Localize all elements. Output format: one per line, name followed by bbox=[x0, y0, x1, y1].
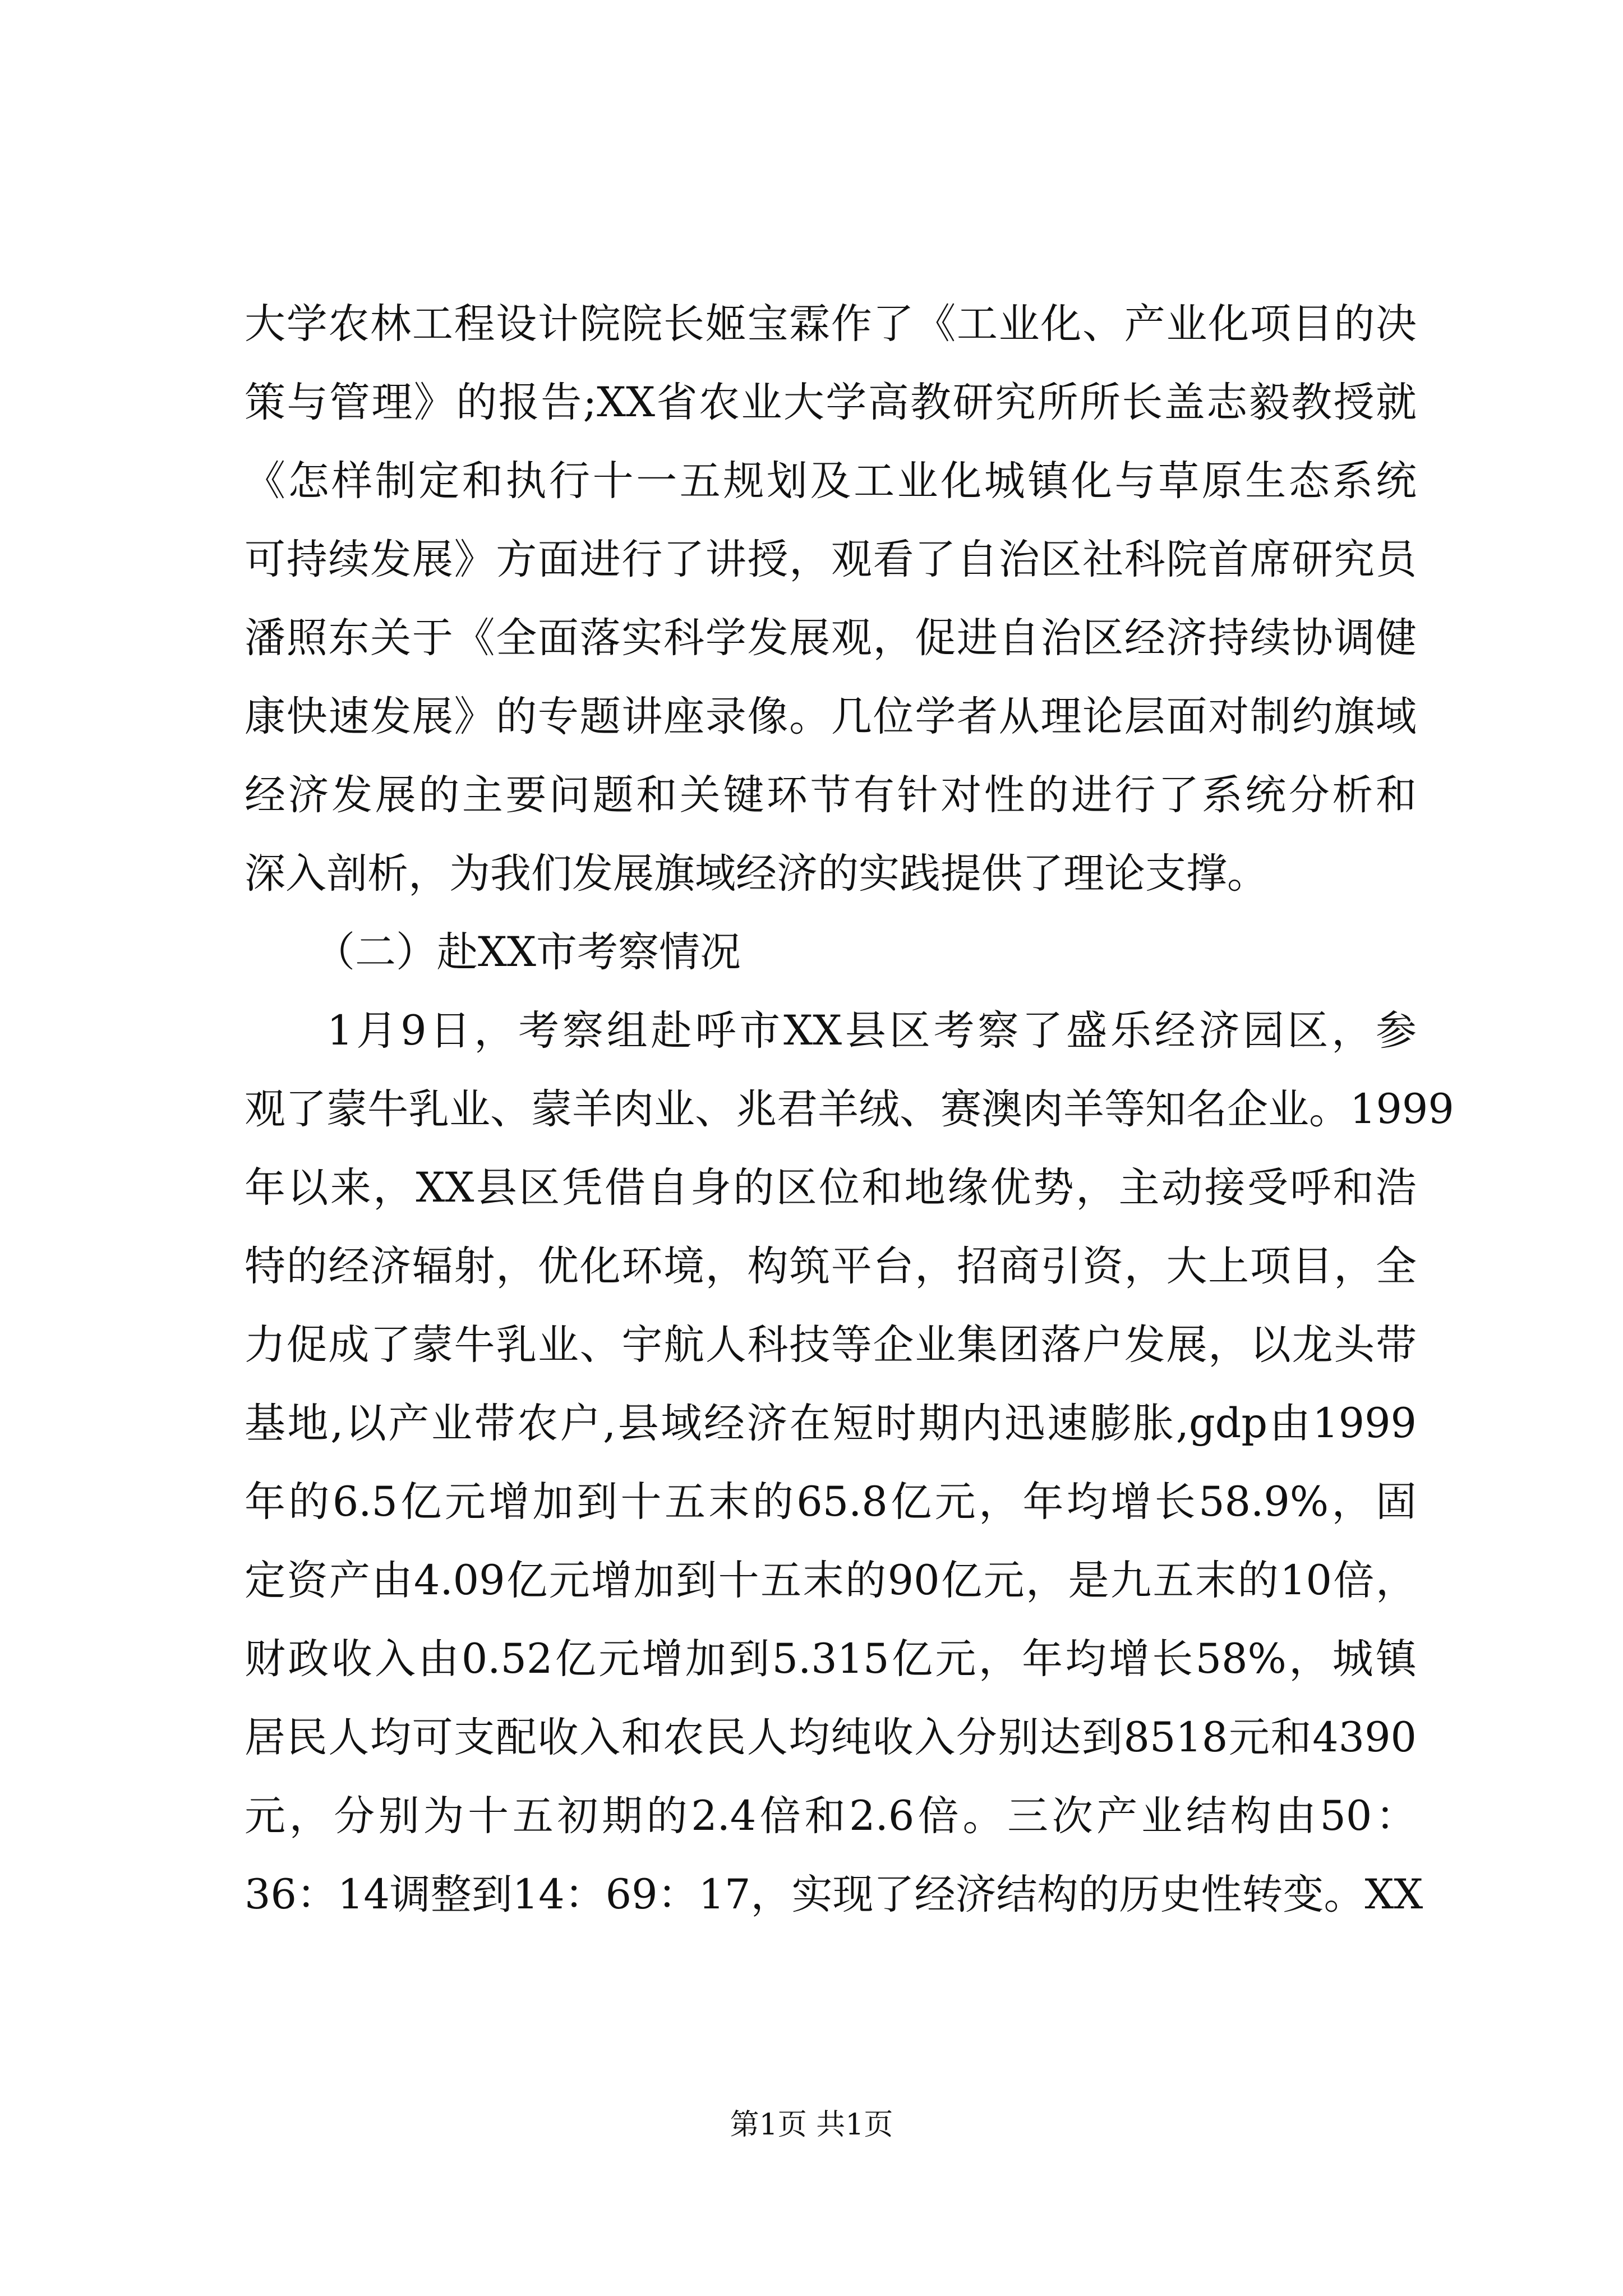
page-footer: 第1页 共1页 bbox=[730, 2108, 893, 2142]
text-line: 特的经济辐射，优化环境，构筑平台，招商引资，大上项目，全 bbox=[245, 1243, 1417, 1290]
section-heading: （二）赴XX市考察情况 bbox=[314, 928, 741, 976]
text-line: 元，分别为十五初期的2.4倍和2.6倍。三次产业结构由50： bbox=[245, 1792, 1417, 1840]
text-line: 基地,以产业带农户,县域经济在短时期内迅速膨胀,gdp由1999 bbox=[245, 1400, 1417, 1447]
text-line: 年以来，XX县区凭借自身的区位和地缘优势，主动接受呼和浩 bbox=[245, 1164, 1417, 1212]
text-line: 《怎样制定和执行十一五规划及工业化城镇化与草原生态系统 bbox=[245, 457, 1417, 505]
text-line: 力促成了蒙牛乳业、宇航人科技等企业集团落户发展，以龙头带 bbox=[245, 1321, 1417, 1369]
text-line: 经济发展的主要问题和关键环节有针对性的进行了系统分析和 bbox=[245, 771, 1417, 819]
text-line: 定资产由4.09亿元增加到十五末的90亿元，是九五末的10倍， bbox=[245, 1557, 1417, 1604]
text-line: 可持续发展》方面进行了讲授，观看了自治区社科院首席研究员 bbox=[245, 536, 1417, 583]
text-line: 36：14调整到14：69：17，实现了经济结构的历史性转变。XX bbox=[245, 1871, 1423, 1918]
text-line: 财政收入由0.52亿元增加到5.315亿元，年均增长58%，城镇 bbox=[245, 1635, 1417, 1683]
text-line: 康快速发展》的专题讲座录像。几位学者从理论层面对制约旗域 bbox=[245, 693, 1417, 740]
text-line: 深入剖析，为我们发展旗域经济的实践提供了理论支撑。 bbox=[245, 850, 1268, 898]
text-line: 大学农林工程设计院院长姬宝霖作了《工业化、产业化项目的决 bbox=[245, 300, 1417, 348]
text-line: 年的6.5亿元增加到十五末的65.8亿元，年均增长58.9%，固 bbox=[245, 1478, 1417, 1526]
text-line: 居民人均可支配收入和农民人均纯收入分别达到8518元和4390 bbox=[245, 1714, 1417, 1761]
text-line: 策与管理》的报告;XX省农业大学高教研究所所长盖志毅教授就 bbox=[245, 379, 1417, 426]
text-line: 潘照东关于《全面落实科学发展观，促进自治区经济持续协调健 bbox=[245, 614, 1417, 662]
text-line: 观了蒙牛乳业、蒙羊肉业、兆君羊绒、赛澳肉羊等知名企业。1999 bbox=[245, 1085, 1454, 1133]
text-line: 1月9日，考察组赴呼市XX县区考察了盛乐经济园区，参 bbox=[327, 1007, 1417, 1055]
